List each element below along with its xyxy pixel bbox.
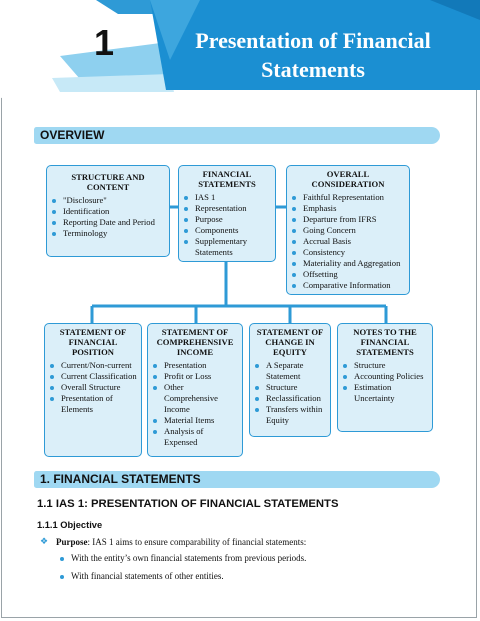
list-item: Identification (51, 206, 165, 217)
list-item: Overall Structure (49, 382, 137, 393)
box-title: NOTES TO THE FINANCIAL STATEMENTS (353, 327, 417, 357)
list-item: IAS 1 (183, 192, 271, 203)
box-title: OVERALL CONSIDERATION (311, 169, 385, 189)
list-item: Components (183, 225, 271, 236)
list-item: Going Concern (291, 225, 405, 236)
list-item: Material Items (152, 415, 238, 426)
list-item: Terminology (51, 228, 165, 239)
list-item: Representation (183, 203, 271, 214)
bullet-item: With the entity’s own financial statements from previous periods. (71, 553, 307, 563)
list-item: Emphasis (291, 203, 405, 214)
overview-heading: OVERVIEW (34, 127, 440, 144)
list-item: Profit or Loss (152, 371, 238, 382)
list-item: Structure (254, 382, 326, 393)
list-item: Current/Non-current (49, 360, 137, 371)
list-item: Materiality and Aggregation (291, 258, 405, 269)
bullet-item: With financial statements of other entities. (71, 571, 224, 581)
chapter-title-line1: Presentation of Financial (195, 28, 431, 53)
list-item: Accrual Basis (291, 236, 405, 247)
box-overall-consideration (286, 165, 410, 295)
box-notes-to-financial-statements (337, 323, 433, 432)
list-item: Reporting Date and Period (51, 217, 165, 228)
list-item: A Separate Statement (254, 360, 326, 382)
chapter-title-line2: Statements (261, 57, 365, 82)
list-item: Current Classification (49, 371, 137, 382)
list-item: Analysis of Expensed (152, 426, 238, 448)
list-item: Presentation of Elements (49, 393, 137, 415)
purpose-text: : IAS 1 aims to ensure comparability of financial statements: (87, 537, 307, 547)
box-title: STATEMENT OF FINANCIAL POSITION (59, 327, 127, 357)
list-item: Reclassification (254, 393, 326, 404)
list-item: Supplementary Statements (183, 236, 271, 258)
list-item: Estimation Uncertainty (342, 382, 428, 404)
list-item: Purpose (183, 214, 271, 225)
purpose-paragraph (56, 537, 306, 547)
list-item: Structure (342, 360, 428, 371)
bullet-dot-icon (60, 557, 64, 561)
diamond-bullet-icon: ❖ (40, 537, 49, 547)
box-statement-financial-position (44, 323, 142, 457)
list-item: Consistency (291, 247, 405, 258)
box-title: STATEMENT OF COMPREHENSIVE INCOME (156, 327, 234, 357)
purpose-label: Purpose (56, 537, 88, 547)
list-item: Offsetting (291, 269, 405, 280)
subsubsection-heading: 1.1.1 Objective (37, 520, 103, 530)
list-item: Transfers within Equity (254, 404, 326, 426)
box-statement-change-in-equity (249, 323, 331, 437)
box-title: STATEMENT OF CHANGE IN EQUITY (256, 327, 324, 357)
box-title: STRUCTURE AND CONTENT (71, 172, 145, 192)
list-item: Presentation (152, 360, 238, 371)
list-item: Faithful Representation (291, 192, 405, 203)
list-item: Other Comprehensive Income (152, 382, 238, 415)
box-structure-and-content (46, 165, 170, 257)
list-item: Departure from IFRS (291, 214, 405, 225)
box-title: FINANCIAL STATEMENTS (198, 169, 256, 189)
bullet-dot-icon (60, 575, 64, 579)
list-item: Accounting Policies (342, 371, 428, 382)
subsection-heading: 1.1 IAS 1: PRESENTATION OF FINANCIAL STATEMENTS (37, 498, 339, 510)
box-financial-statements (178, 165, 276, 262)
chapter-number: 1 (93, 22, 115, 63)
box-statement-comprehensive-income (147, 323, 243, 457)
list-item: "Disclosure" (51, 195, 165, 206)
list-item: Comparative Information (291, 280, 405, 291)
section-heading-financial-statements: 1. FINANCIAL STATEMENTS (34, 471, 440, 488)
